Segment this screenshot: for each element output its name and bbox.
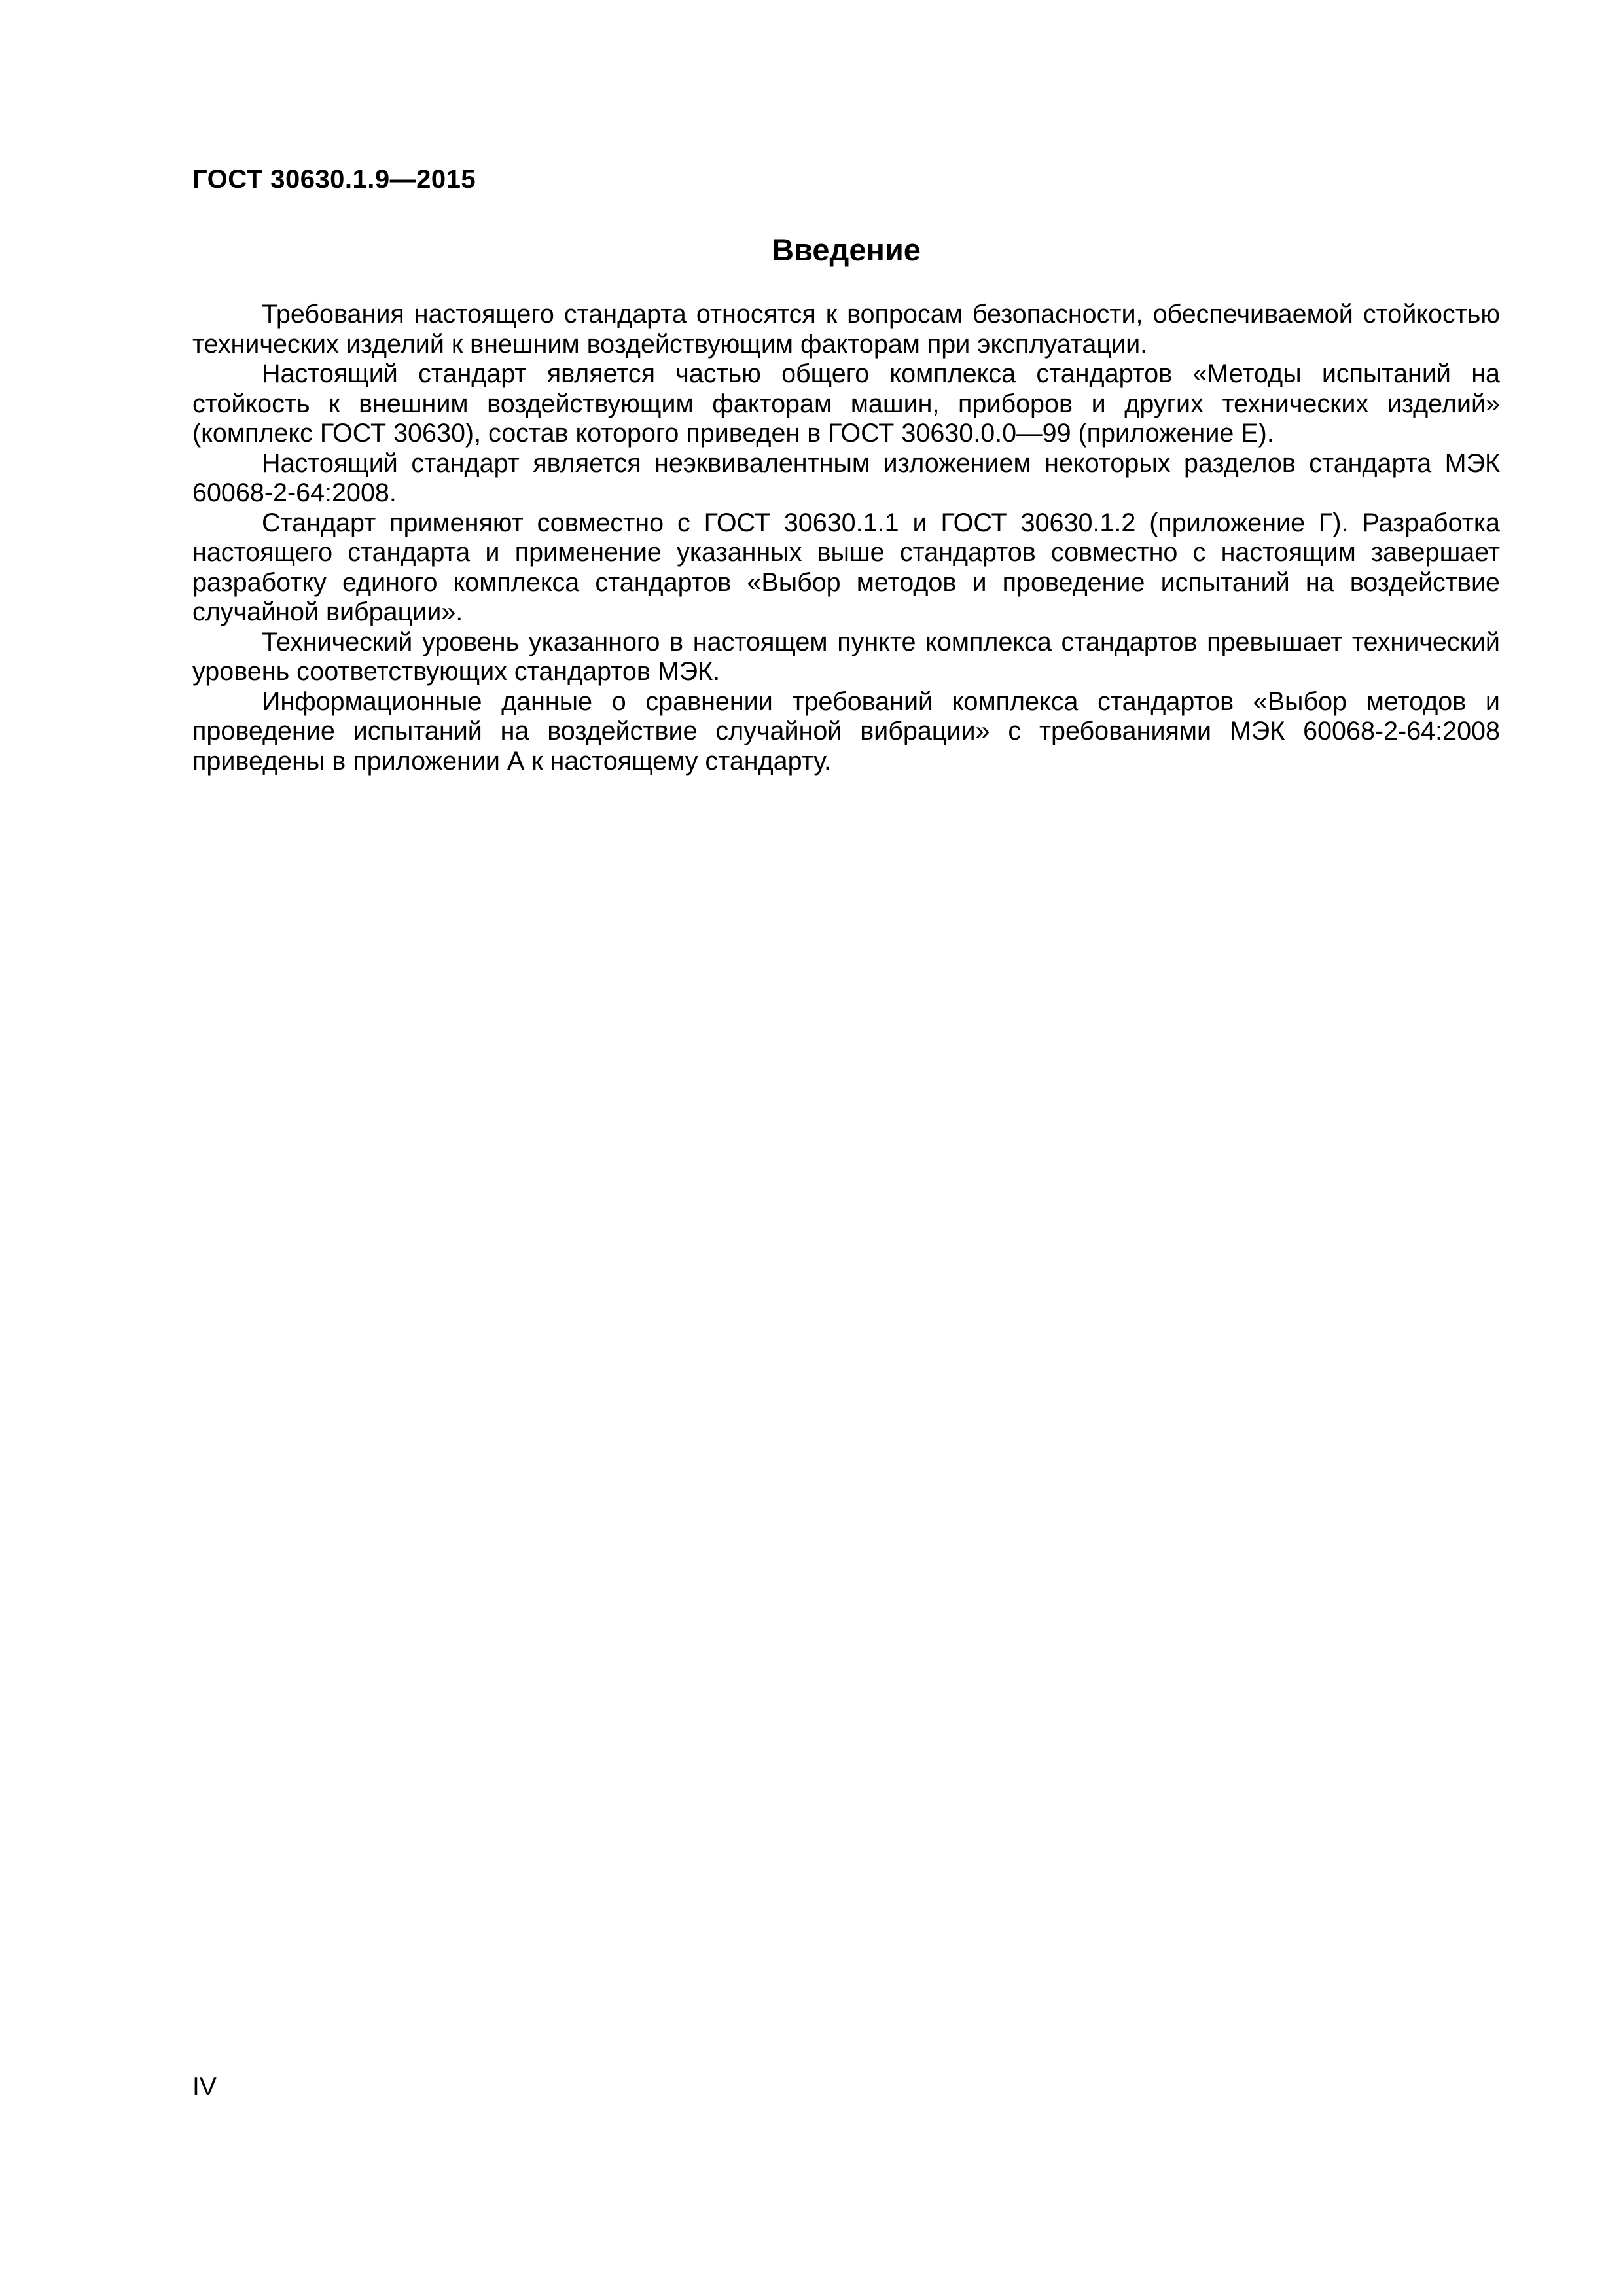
paragraph-2: Настоящий стандарт является частью общего комплекса стандартов «Методы испытаний на стойкость к внешним воздействующим факторам машин, приборов и других технических изделий» (комплекс ГОСТ 30630), состав которого приведен в ГОСТ 30630.0.0—99 (приложение Е). bbox=[192, 359, 1500, 448]
paragraph-4: Стандарт применяют совместно с ГОСТ 30630.1.1 и ГОСТ 30630.1.2 (приложение Г). Разработка настоящего стандарта и применение указанных выше стандартов совместно с настоящим завершает разработку единого комплекса стандартов «Выбор методов и проведение испытаний на воздействие случайной вибрации». bbox=[192, 508, 1500, 626]
section-title: Введение bbox=[772, 232, 921, 267]
paragraph-3: Настоящий стандарт является неэквивалентным изложением некоторых разделов стандарта МЭК 60068-2-64:2008. bbox=[192, 448, 1500, 507]
standard-code-header: ГОСТ 30630.1.9—2015 bbox=[192, 165, 476, 194]
introduction-body bbox=[192, 300, 1500, 776]
paragraph-6: Информационные данные о сравнении требований комплекса стандартов «Выбор методов и проведение испытаний на воздействие случайной вибрации» с требованиями МЭК 60068-2-64:2008 приведены в приложении А к настоящему стандарту. bbox=[192, 687, 1500, 776]
paragraph-1: Требования настоящего стандарта относятся к вопросам безопасности, обеспечиваемой стойкостью технических изделий к внешним воздействующим факторам при эксплуатации. bbox=[192, 300, 1500, 359]
paragraph-5: Технический уровень указанного в настоящем пункте комплекса стандартов превышает технический уровень соответствующих стандартов МЭК. bbox=[192, 627, 1500, 686]
page-number: IV bbox=[192, 2073, 217, 2101]
